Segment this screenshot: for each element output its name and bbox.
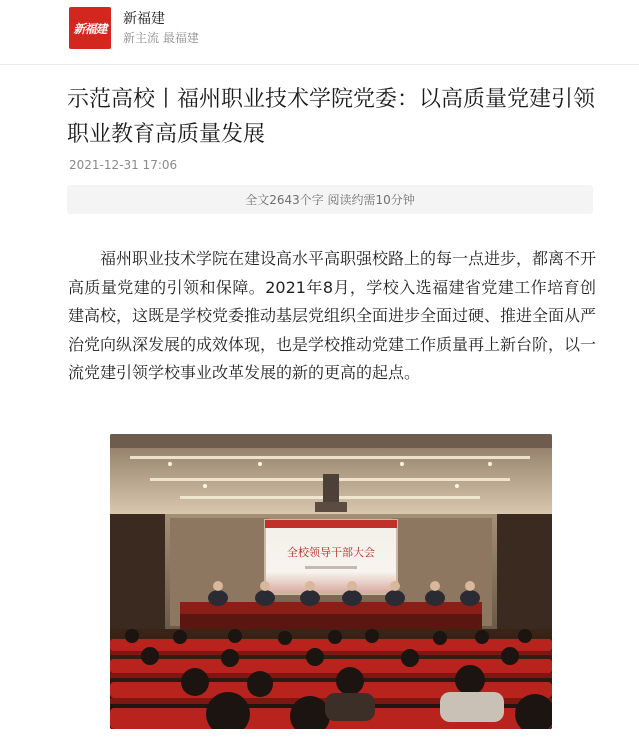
screen-title: 全校领导干部大会 xyxy=(287,546,375,559)
logo-text: 新福建 xyxy=(73,21,107,36)
publish-date: 2021-12-31 17:06 xyxy=(69,158,178,172)
account-slogan: 新主流 最福建 xyxy=(123,31,199,45)
article-title: 示范高校丨福州职业技术学院党委：以高质量党建引领职业教育高质量发展 xyxy=(67,87,596,147)
read-info-bar: 全文2643个字 阅读约需10分钟 xyxy=(67,185,593,214)
article-paragraph: 福州职业技术学院在建设高水平高职强校路上的每一点进步，都离不开高质量党建的引领和保障。2021年8月，学校入选福建省党建工作培育创建高校，这既是学校党委推动基层党组织全面进步全面过硬、推进全面从严治党向纵深发展的成效体现，也是学校推动党建工作质量再上新台阶，以一流党建引领学校事业改革发展的新的更高的起点。 xyxy=(68,249,597,383)
account-logo[interactable] xyxy=(69,7,111,49)
article-photo[interactable] xyxy=(110,434,552,729)
meeting-hall-photo xyxy=(110,434,552,729)
account-header xyxy=(0,0,639,65)
account-name[interactable]: 新福建 xyxy=(123,11,165,27)
